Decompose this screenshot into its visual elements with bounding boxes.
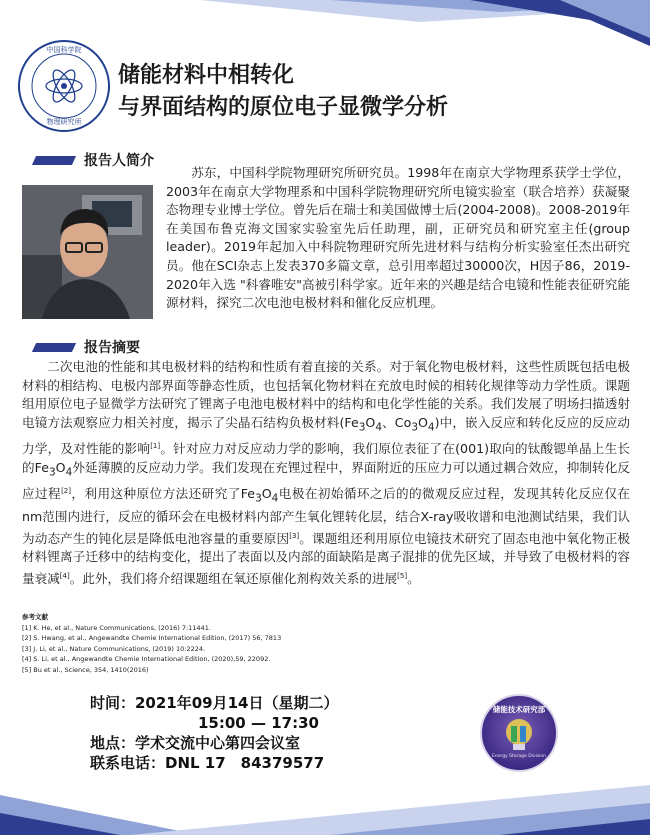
abstract-body: 二次电池的性能和其电极材料的结构和性质有着直接的关系。对于氧化物电极材料，这些性质既包括电极材料的相结构、电极内部界面等静态性质，也包括氧化物材料在充放电时候的相转化规律等动力学性质。课题组用原位电子显微学方法研究了锂离子电池电极材料中的结构和电化学性能的关系。我们发展了明场扫描透射电镜方法观察应力相关衬度，揭示了尖晶石结构负极材料($Fe_3O_4$、$Co_3O_4$)中，嵌入反应和转化反应的反应动力学，及对性能的影响[1]。针对应力对反应动力学的影响，我们原位表征了在(001)取向的钛酸锶单晶上生长的$Fe_3O_4$外延薄膜的反应动力学。我们发现在充锂过程中，界面附近的压应力可以通过耦合效应，抑制转化反应过程[2]，利用这种原位方法还研究了$Fe_3O_4$电极在初始循环之后的的微观反应过程，发现其转化反应仅在nm范围内进行，反应的循环会在电极材料内部产生氧化锂转化层，结合X-ray吸收谱和电池测试结果，我们认为动态产生的钝化层是降低电池容量的重要原因[3]。课题组还利用原位电镜技术研究了固态电池中氧化物正极材料锂离子迁移中的结构变化，提出了表面以及内部的面缺陷是离子混排的优先区域，并导致了电极材料的容量衰减[4]。此外，我们将介绍课题组在氧还原催化剂构效关系的进展[5]。 [22,359,631,587]
abstract-text: 。 [407,571,420,587]
abstract-section-heading [34,337,140,357]
reference-item: [1] K. He, et al., Nature Communications, (2016) 7:11441. [22,623,211,632]
abstract-text: 二次电池的性能和其电极材料的结构和性质有着直接的关系。对于氧化物电极材料，这些性质既包括电极材料的相结构、电极内部界面等静态性质，也包括氧化物材料在充放电时候的相转化规律等动力学性质。课题组用原位电子显微学方法研究了锂离子电池电极材料中的结构和电化学性能的关系。我们发展了明场扫描透射电镜方法观察应力相关衬度，揭示了尖晶石结构负极材料(Fe [22,359,630,430]
abstract-text: ，利用这种原位方法还研究了Fe [71,485,256,501]
speaker-heading-text: 报告人简介 [84,153,154,169]
bottom-decoration [0,775,650,835]
abstract-text: 电极在初始循环之后的的微观反应过程，发现其转化反应仅在nm范围内进行，反应的循环会在电极材料内部产生氧化锂转化层，结合X-ray吸收谱和电池测试结果，我们认为动态产生的钝化层是降低电池容量的重要原因 [22,485,631,546]
lab-logo [480,694,558,772]
abstract-text: )中，嵌入反应和转化反应的反应动力学，及对性能的影响 [22,414,631,457]
references-heading: 参考文献 [22,613,48,621]
event-info [90,693,339,773]
abstract-text: 。此外，我们将介绍课题组在氧还原催化剂构效关系的进展 [69,571,398,587]
speaker-bio: 苏东，中国科学院物理研究所研究员。1998年在南京大学物理系获学士学位，2003年在南京大学物理系和中国科学院物理研究所电镜实验室（联合培养）获凝聚态物理专业博士学位。曾先后在瑞士和美国做博士后(2004-2008)。2008-2019年在美国布鲁克海文国家实验室先后任助理，副，正研究员和研究室主任(group leader)。2019年起加入中科院物理研究所先进材料与结构分析实验室任杰出研究员。他在SCI杂志上发表370多篇文章，总引用率超过30000次，H因子86，2019-2020年入选 "科睿唯安"高被引科学家。近年来的兴趣是结合电镜和性能表征研究能源材料，探究二次电池电极材料和催化反应机理。 [166,165,643,311]
references [22,612,622,676]
heading-bar [32,156,76,165]
citation-ref: [3] [289,531,300,540]
abstract-text: 、Co [382,414,412,430]
logo-top-text: 中国科学院 [46,46,82,54]
institute-logo [18,40,110,132]
lab-logo-name: 储能技术研究部 [492,705,546,714]
subscript: 3 [411,421,418,434]
page-title [118,60,448,124]
subscript: 4 [427,421,435,434]
subscript: 4 [65,466,73,479]
speaker-photo [22,185,153,319]
subscript: 3 [255,492,262,505]
event-time: 时间：2021年09月14日（星期二） [90,694,339,712]
lab-logo-sub: Energy Storage Division [491,754,547,759]
citation-ref: [4] [59,572,70,581]
heading-bar [32,343,76,352]
title-line-2: 与界面结构的原位电子显微学分析 [118,95,449,120]
abstract-text: 外延薄膜的反应动力学。我们发现在充锂过程中，界面附近的压应力可以通过耦合效应，抑制转化反应过程 [22,459,630,501]
title-line-1: 储能材料中相转化 [118,63,295,88]
abstract-heading-text: 报告摘要 [84,340,140,356]
citation-ref: [1] [150,441,161,450]
citation-ref: [5] [397,572,408,581]
abstract-text: 。针对应力对反应动力学的影响，我们原位表征了在(001)取向的钛酸锶单晶上生长的Fe [22,441,630,475]
event-phone: 联系电话：DNL 17 84379577 [90,754,325,772]
reference-item: [2] S. Hwang, et al., Angewandte Chemie International Edition, (2017) 56, 7813 [22,634,282,643]
reference-item: [4] S. Li, et al., Angewandte Chemie International Edition, (2020),59, 22092. [22,655,271,664]
speaker-section-heading [34,150,154,170]
event-place: 地点：学术交流中心第四会议室 [90,734,301,752]
speaker-portrait-image [22,185,153,319]
reference-item: [5] Bu et al., Science, 354, 1410(2016) [22,665,149,674]
abstract-text: 。课题组还利用原位电镜技术研究了固态电池中氧化物正极材料锂离子迁移中的结构变化，提出了表面以及内部的面缺陷是离子混排的优先区域，并导致了电极材料的容量衰减 [22,530,631,587]
reference-item: [3] J. Li, et al., Nature Communications, (2019) 10:2224. [22,644,206,653]
event-time-range: 15:00 — 17:30 [198,714,319,732]
logo-bottom-text: 物理研究所 [46,118,82,126]
subscript: 4 [271,492,279,505]
subscript: 3 [358,421,366,434]
citation-ref: [2] [61,486,71,495]
subscript: 3 [48,466,56,479]
subscript: 4 [375,421,382,434]
